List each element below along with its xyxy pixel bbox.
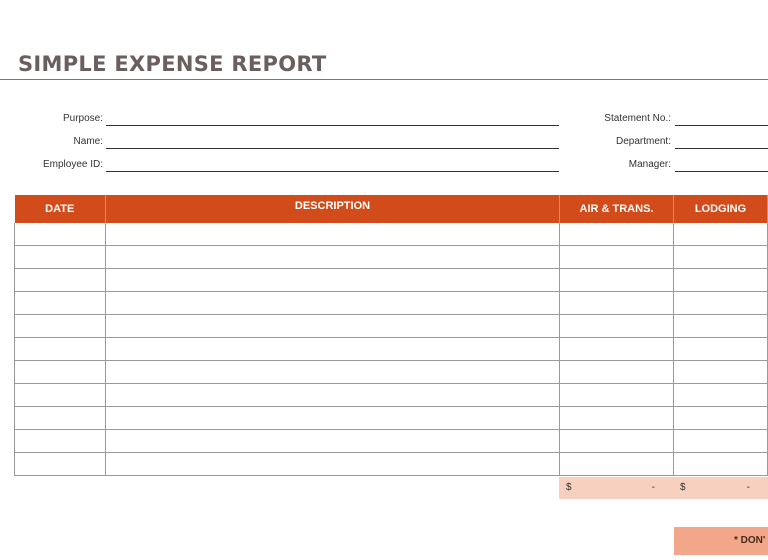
date-cell[interactable] bbox=[15, 407, 106, 430]
table-row bbox=[15, 269, 768, 292]
lodging-cell[interactable] bbox=[674, 223, 768, 246]
lodging-cell[interactable] bbox=[674, 453, 768, 476]
date-column-header: DATE bbox=[15, 195, 106, 223]
purpose-field[interactable] bbox=[106, 125, 559, 126]
description-cell[interactable] bbox=[106, 292, 560, 315]
date-cell[interactable] bbox=[15, 269, 106, 292]
description-cell[interactable] bbox=[106, 407, 560, 430]
date-cell[interactable] bbox=[15, 338, 106, 361]
description-cell[interactable] bbox=[106, 430, 560, 453]
air-trans-cell[interactable] bbox=[560, 430, 674, 453]
table-header-row bbox=[15, 195, 768, 223]
air-trans-total bbox=[559, 477, 673, 499]
air-trans-cell[interactable] bbox=[560, 361, 674, 384]
air-trans-cell[interactable] bbox=[560, 246, 674, 269]
air-trans-cell[interactable] bbox=[560, 269, 674, 292]
currency-symbol: $ bbox=[680, 482, 686, 493]
lodging-cell[interactable] bbox=[674, 384, 768, 407]
note-text: * DON' bbox=[734, 535, 766, 546]
table-row bbox=[15, 246, 768, 269]
date-cell[interactable] bbox=[15, 453, 106, 476]
table-row bbox=[15, 292, 768, 315]
statement-no-field[interactable] bbox=[675, 125, 768, 126]
lodging-column-header: LODGING bbox=[674, 195, 768, 223]
lodging-cell[interactable] bbox=[674, 361, 768, 384]
statement-no-label: Statement No.: bbox=[604, 113, 671, 124]
department-label: Department: bbox=[615, 136, 671, 147]
lodging-cell[interactable] bbox=[674, 338, 768, 361]
lodging-cell[interactable] bbox=[674, 246, 768, 269]
manager-label: Manager: bbox=[628, 159, 671, 170]
date-cell[interactable] bbox=[15, 315, 106, 338]
date-cell[interactable] bbox=[15, 361, 106, 384]
description-column-header: DESCRIPTION bbox=[106, 195, 560, 223]
table-row bbox=[15, 453, 768, 476]
description-cell[interactable] bbox=[106, 384, 560, 407]
name-label: Name: bbox=[73, 136, 103, 147]
table-row bbox=[15, 430, 768, 453]
purpose-label: Purpose: bbox=[62, 113, 103, 124]
employee-id-label: Employee ID: bbox=[42, 159, 103, 170]
date-cell[interactable] bbox=[15, 430, 106, 453]
currency-symbol: $ bbox=[566, 482, 572, 493]
air-trans-cell[interactable] bbox=[560, 338, 674, 361]
air-trans-cell[interactable] bbox=[560, 384, 674, 407]
description-cell[interactable] bbox=[106, 246, 560, 269]
table-row bbox=[15, 338, 768, 361]
total-amount: - bbox=[651, 482, 655, 493]
lodging-cell[interactable] bbox=[674, 292, 768, 315]
air-trans-cell[interactable] bbox=[560, 453, 674, 476]
note-banner bbox=[674, 527, 768, 555]
department-field[interactable] bbox=[675, 148, 768, 149]
employee-id-field[interactable] bbox=[106, 171, 559, 172]
lodging-cell[interactable] bbox=[674, 407, 768, 430]
expense-table bbox=[14, 195, 768, 476]
table-row bbox=[15, 361, 768, 384]
manager-field[interactable] bbox=[675, 171, 768, 172]
table-row bbox=[15, 407, 768, 430]
description-cell[interactable] bbox=[106, 361, 560, 384]
lodging-cell[interactable] bbox=[674, 430, 768, 453]
table-row bbox=[15, 315, 768, 338]
table-row bbox=[15, 223, 768, 246]
lodging-total bbox=[673, 477, 768, 499]
date-cell[interactable] bbox=[15, 292, 106, 315]
air-trans-cell[interactable] bbox=[560, 315, 674, 338]
description-cell[interactable] bbox=[106, 269, 560, 292]
description-cell[interactable] bbox=[106, 315, 560, 338]
air-trans-cell[interactable] bbox=[560, 407, 674, 430]
name-field[interactable] bbox=[106, 148, 559, 149]
air-trans-cell[interactable] bbox=[560, 292, 674, 315]
description-cell[interactable] bbox=[106, 223, 560, 246]
description-cell[interactable] bbox=[106, 453, 560, 476]
date-cell[interactable] bbox=[15, 384, 106, 407]
air-trans-column-header: AIR & TRANS. bbox=[560, 195, 674, 223]
total-amount: - bbox=[746, 482, 750, 493]
air-trans-cell[interactable] bbox=[560, 223, 674, 246]
title-divider bbox=[0, 79, 768, 80]
lodging-cell[interactable] bbox=[674, 315, 768, 338]
date-cell[interactable] bbox=[15, 223, 106, 246]
date-cell[interactable] bbox=[15, 246, 106, 269]
report-title: SIMPLE EXPENSE REPORT bbox=[18, 52, 327, 76]
table-row bbox=[15, 384, 768, 407]
description-cell[interactable] bbox=[106, 338, 560, 361]
lodging-cell[interactable] bbox=[674, 269, 768, 292]
